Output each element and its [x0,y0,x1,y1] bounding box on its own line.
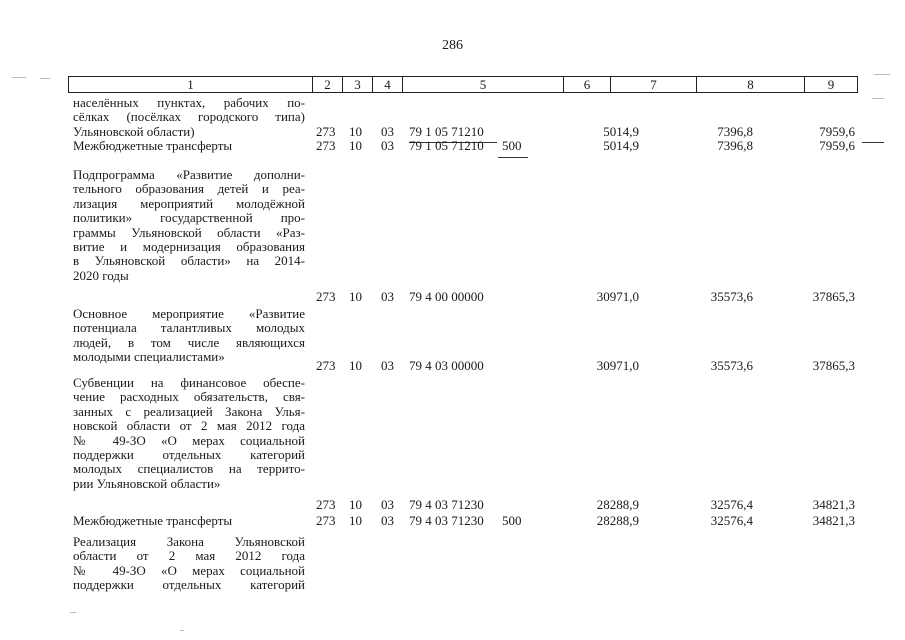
description-line: области от 2 мая 2012 года [73,548,305,564]
cell-col-2: 273 [316,497,336,512]
cell-col-4: 03 [381,513,394,528]
cell-col-8: 35573,6 [710,358,753,373]
cell-col-9: 34821,3 [812,513,855,528]
cell-col-9: 37865,3 [812,289,855,304]
cell-col-3: 10 [349,497,362,512]
description-line: 2020 годы [73,267,129,283]
description-line: людей, в том числе являющихся [73,334,305,350]
description-line: № 49-ЗО «О мерах социальной [73,562,305,578]
cell-col-2: 273 [316,138,336,154]
cell-col-9: 34821,3 [812,497,855,512]
header-col-6: 6 [564,77,611,92]
pen-underline [862,142,884,143]
cell-col-2: 273 [316,513,336,528]
row-description [73,168,305,283]
header-col-3: 3 [343,77,373,92]
cell-col-7: 28288,9 [596,513,639,528]
cell-col-9: 7959,6 [819,138,855,154]
cell-col-8: 7396,8 [717,138,753,154]
cell-col-7: 30971,0 [596,289,639,304]
header-col-7: 7 [611,77,697,92]
description-line: занных с реализацией Закона Улья- [73,403,305,419]
cell-col-2: 273 [316,289,336,304]
cell-col-5: 79 4 03 00000 [409,358,484,373]
scan-speck [872,98,884,99]
cell-col-6: 500 [502,513,522,528]
description-line: Субвенции на финансовое обеспе- [73,375,305,390]
description-line: потенциала талантливых молодых [73,320,305,336]
description-line: Подпрограмма «Развитие дополни- [73,167,305,182]
description-line: политики» государственной про- [73,210,305,226]
cell-col-5: 79 1 05 71210 [409,138,484,154]
description-line: № 49-ЗО «О мерах социальной [73,432,305,448]
row-description [73,514,305,528]
description-line: в Ульяновской области» на 2014- [73,253,305,269]
scan-speck [70,612,76,613]
page-number: 286 [442,38,463,53]
cell-col-3: 10 [349,289,362,304]
cell-col-5: 79 1 05 71210 [409,123,484,139]
cell-col-3: 10 [349,138,362,154]
header-col-4: 4 [373,77,403,92]
cell-col-9: 7959,6 [819,123,855,139]
header-col-8: 8 [697,77,805,92]
cell-col-4: 03 [381,289,394,304]
cell-col-5: 79 4 03 71230 [409,497,484,512]
cell-col-5: 79 4 00 00000 [409,289,484,304]
cell-col-7: 5014,9 [603,123,639,139]
cell-col-4: 03 [381,138,394,154]
cell-col-3: 10 [349,513,362,528]
description-line: сёлках (посёлках городского типа) [73,109,305,125]
description-line: населённых пунктах, рабочих по- [73,95,305,110]
header-col-5: 5 [403,77,564,92]
cell-col-5: 79 4 03 71230 [409,513,484,528]
cell-col-8: 35573,6 [710,289,753,304]
description-line: молодыми специалистами» [73,349,225,365]
cell-col-2: 273 [316,358,336,373]
row-description [73,139,305,153]
description-line: граммы Ульяновской области «Раз- [73,224,305,240]
description-line: молодых специалистов на террито- [73,461,305,477]
row-description [73,535,305,593]
cell-col-4: 03 [381,123,394,139]
header-col-1: 1 [69,77,313,92]
cell-col-2: 273 [316,123,336,139]
scan-speck [12,77,26,78]
description-line: Ульяновской области) [73,123,195,139]
description-line: лизация мероприятий молодёжной [73,195,305,211]
pen-underline [498,157,528,158]
description-line: Реализация Закона Ульяновской [73,534,305,549]
cell-col-7: 5014,9 [603,138,639,154]
description-line: Межбюджетные трансферты [73,138,233,154]
header-col-9: 9 [827,77,835,92]
row-description [73,307,305,365]
cell-col-7: 30971,0 [596,358,639,373]
description-line: Межбюджетные трансферты [73,513,233,528]
description-line: тельного образования детей и реа- [73,181,305,197]
description-line: Основное мероприятие «Развитие [73,306,305,321]
description-line: новской области от 2 мая 2012 года [73,418,305,434]
cell-col-4: 03 [381,497,394,512]
description-line: чение расходных обязательств, свя- [73,389,305,405]
scan-speck [180,630,184,631]
cell-col-8: 32576,4 [710,513,753,528]
description-line: витие и модернизация образования [73,238,305,254]
cell-col-8: 32576,4 [710,497,753,512]
cell-col-3: 10 [349,358,362,373]
description-line: поддержки отдельных категорий [73,446,305,462]
cell-col-9: 37865,3 [812,358,855,373]
table-header [68,76,858,93]
cell-col-4: 03 [381,358,394,373]
cell-col-6: 500 [502,138,522,154]
scan-speck [40,78,50,79]
description-line: рии Ульяновской области» [73,475,221,491]
cell-col-3: 10 [349,123,362,139]
header-col-2: 2 [313,77,343,92]
row-description [73,96,305,139]
row-description [73,376,305,491]
cell-col-7: 28288,9 [596,497,639,512]
description-line: поддержки отдельных категорий [73,577,305,593]
scan-speck [874,74,890,75]
cell-col-8: 7396,8 [717,123,753,139]
